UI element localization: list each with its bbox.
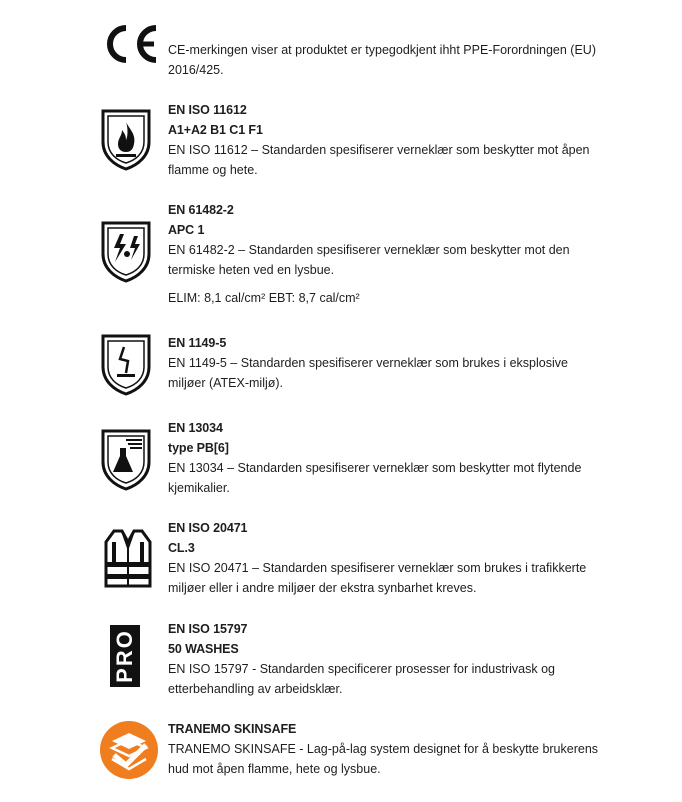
ce-description: CE-merkingen viser at produktet er typegodkjent ihht PPE-Forordningen (EU) 2016/425. [168, 43, 596, 77]
en-13034-title: EN 13034 [168, 421, 223, 435]
ce-mark-icon [100, 22, 158, 66]
en-iso-20471-title: EN ISO 20471 [168, 521, 248, 535]
en-61482-2-title: EN 61482-2 [168, 203, 234, 217]
antistatic-shield-icon [100, 333, 158, 397]
en-iso-15797-subtitle: 50 WASHES [168, 642, 239, 656]
en-iso-20471-description: EN ISO 20471 – Standarden spesifiserer verneklær som brukes i trafikkerte miljøer eller i andre miljøer der ekstra synbarhet kreves. [168, 561, 587, 595]
en-1149-5-description: EN 1149-5 – Standarden spesifiserer verneklær som brukes i eksplosive miljøer (ATEX-miljø). [168, 356, 568, 390]
en-61482-2-description: EN 61482-2 – Standarden spesifiserer verneklær som beskytter mot den termiske heten ved en lysbue. [168, 243, 570, 277]
en-61482-2-values: ELIM: 8,1 cal/cm² EBT: 8,7 cal/cm² [168, 291, 360, 305]
tranemo-skinsafe-icon [98, 719, 156, 781]
en-61482-2-subtitle: APC 1 [168, 223, 205, 237]
en-iso-11612-title: EN ISO 11612 [168, 103, 247, 117]
en-13034-description: EN 13034 – Standarden spesifiserer verneklær som beskytter mot flytende kjemikalier. [168, 461, 582, 495]
pro-badge-label: PRO [112, 629, 137, 683]
en-13034-subtitle: type PB[6] [168, 441, 229, 455]
en-iso-15797-title: EN ISO 15797 [168, 622, 248, 636]
chemical-shield-icon [100, 428, 158, 492]
en-iso-15797-description: EN ISO 15797 - Standarden specificerer prosesser for industrivask og etterbehandling av arbeidsklær. [168, 662, 555, 696]
en-iso-20471-subtitle: CL.3 [168, 541, 195, 555]
hi-vis-vest-icon [100, 528, 158, 590]
en-iso-11612-description: EN ISO 11612 – Standarden spesifiserer verneklær som beskytter mot åpen flamme og hete. [168, 143, 590, 177]
en-1149-5-title: EN 1149-5 [168, 336, 227, 350]
tranemo-skinsafe-title: TRANEMO SKINSAFE [168, 722, 297, 736]
tranemo-skinsafe-description: TRANEMO SKINSAFE - Lag-på-lag system designet for å beskytte brukerens hud mot åpen flamme, hete og lysbue. [168, 742, 599, 776]
pro-badge-icon [110, 625, 144, 689]
en-iso-11612-subtitle: A1+A2 B1 C1 F1 [168, 123, 263, 137]
arc-flash-shield-icon [100, 220, 158, 284]
flame-shield-icon [100, 108, 158, 172]
